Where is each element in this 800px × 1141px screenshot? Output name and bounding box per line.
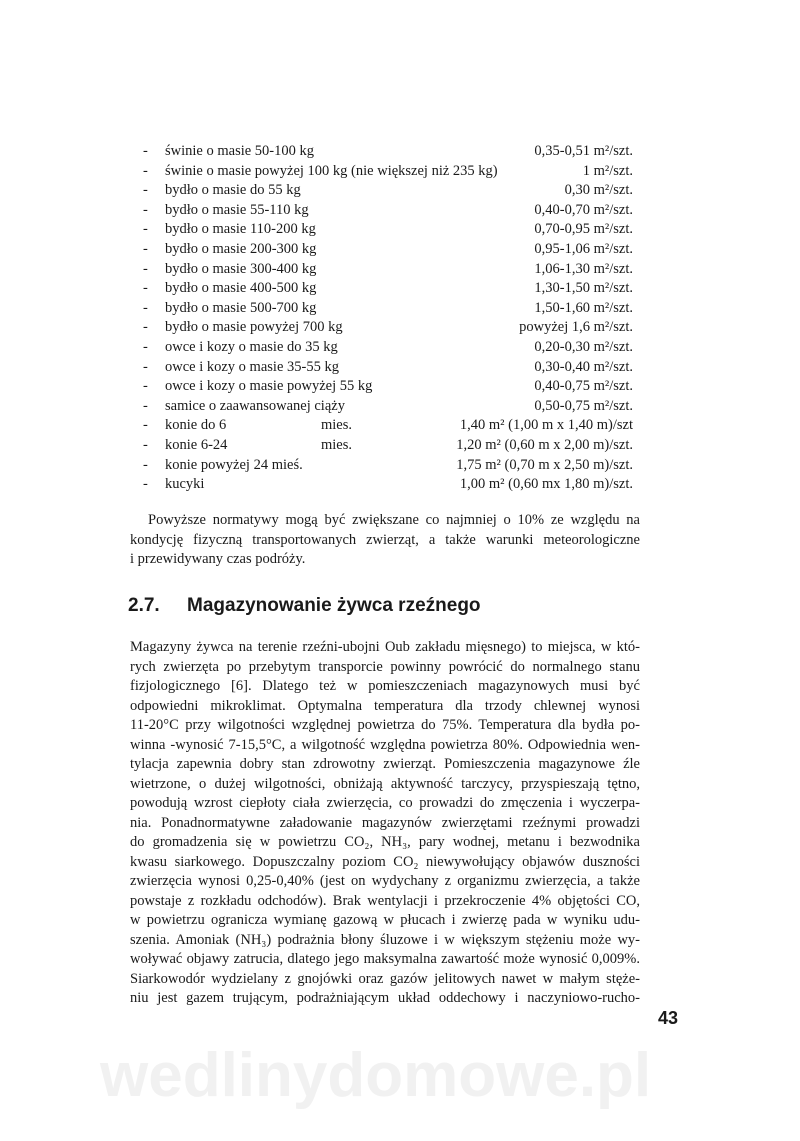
list-item	[143, 338, 633, 358]
item-value: 0,30 m²/szt.	[564, 182, 633, 199]
item-value: 0,70-0,95 m²/szt.	[534, 221, 633, 238]
item-value: 0,20-0,30 m²/szt.	[534, 338, 633, 355]
item-value: 1 m²/szt.	[582, 162, 633, 179]
item-label: owce i kozy o masie 35-55 kg	[165, 358, 339, 375]
text-line: 11-20°C przy wilgotności względnej powietrza do 75%. Temperatura dla bydła po-	[130, 717, 640, 733]
text-line: powodują wzrost ciepłoty ciała zwierzęcia, co prowadzi do zmęczenia i wyczerpa-	[130, 795, 640, 811]
text-line: zwierzęcia wynosi 0,25-0,40% (jest on wydychany z organizmu zwierzęcia, a także	[130, 873, 640, 889]
item-label: bydło o masie 300-400 kg	[165, 260, 317, 277]
item-label: bydło o masie 200-300 kg	[165, 240, 317, 257]
text-line: rych zwierzęta po przebytym transporcie powinny powrócić do normalnego stanu	[130, 658, 640, 675]
bullet-dash: -	[143, 240, 148, 257]
bullet-dash: -	[143, 378, 148, 395]
item-unit: mies.	[321, 436, 353, 453]
list-item	[143, 377, 633, 397]
bullet-dash: -	[143, 338, 148, 355]
text-line: Magazyny żywca na terenie rzeźni-ubojni Oub zakładu mięsnego) to miejsca, w któ-	[130, 639, 640, 655]
bullet-dash: -	[143, 358, 148, 375]
text-line: powstaje z rozkładu odchodów). Brak wentylacji i przekroczenie 4% objętości CO,	[130, 892, 640, 909]
item-label: świnie o masie 50-100 kg	[165, 143, 315, 159]
bullet-dash: -	[143, 299, 148, 316]
list-item	[143, 220, 633, 240]
list-item	[143, 279, 633, 299]
item-value: 0,95-1,06 m²/szt.	[534, 240, 633, 257]
list-item	[143, 397, 633, 417]
item-value: 1,40 m² (1,00 m x 1,40 m)/szt	[459, 417, 633, 434]
list-item	[143, 240, 633, 260]
list-item	[143, 181, 633, 201]
text-line: szenia. Amoniak (NH₃) podrażnia błony śluzowe i w większym stężeniu może wy-	[130, 931, 640, 948]
list-item	[143, 416, 633, 436]
item-label: owce i kozy o masie powyżej 55 kg	[165, 378, 373, 395]
item-label: kucyki	[165, 476, 205, 493]
item-value: 1,75 m² (0,70 m x 2,50 m)/szt.	[456, 456, 633, 473]
text-line: do gromadzenia się w powietrzu CO₂, NH₃, pary wodnej, metanu i bezwodnika	[130, 834, 640, 850]
text-line: nia. Ponadnormatywne załadowanie magazynów zwierzętami rzeźnymi prowadzi	[130, 814, 640, 831]
text-line: i przewidywany czas podróży.	[130, 551, 306, 567]
item-value: 1,50-1,60 m²/szt.	[534, 299, 633, 316]
bullet-dash: -	[143, 162, 148, 179]
list-item	[143, 318, 633, 338]
item-unit: mies.	[321, 417, 353, 434]
bullet-dash: -	[143, 221, 148, 238]
list-item	[143, 475, 633, 495]
item-value: 1,06-1,30 m²/szt.	[534, 260, 633, 277]
text-line: winna -wynosić 7-15,5°C, a wilgotność względna powietrza 80%. Odpowiednia wen-	[130, 736, 640, 753]
item-value: powyżej 1,6 m²/szt.	[519, 319, 633, 336]
item-label: bydło o masie 400-500 kg	[165, 280, 317, 297]
item-value: 0,50-0,75 m²/szt.	[534, 397, 633, 414]
list-item	[143, 142, 633, 162]
text-line: w powietrzu ogranicza wymianę gazową w płucach i zwierzę pada w wyniku udu-	[130, 912, 640, 928]
bullet-dash: -	[143, 417, 148, 434]
section-heading	[128, 595, 481, 617]
bullet-dash: -	[143, 143, 148, 159]
text-line: wietrzone, o dużej wilgotności, obniżają aktywność tarczycy, przyspieszają tętno,	[130, 775, 640, 792]
section-title: Magazynowanie żywca rzeźnego	[187, 595, 481, 616]
list-item	[143, 260, 633, 280]
text-line: Siarkowodór wydzielany z gnojówki oraz gazów jelitowych nawet w małym stęże-	[130, 970, 640, 987]
bullet-dash: -	[143, 436, 148, 453]
item-label: konie powyżej 24 mieś.	[165, 456, 303, 473]
text-line: woływać objawy zatrucia, dlatego jego maksymalna zawartość może wynosić 0,009%.	[130, 951, 640, 967]
bullet-dash: -	[143, 319, 148, 336]
item-label: bydło o masie do 55 kg	[165, 182, 301, 199]
text-line: odpowiedni mikroklimat. Optymalna temperatura dla trzody chlewnej wynosi	[130, 697, 640, 714]
item-value: 0,40-0,70 m²/szt.	[534, 201, 633, 218]
text-line: kondycję fizyczną transportowanych zwierząt, a także warunki meteorologiczne	[130, 531, 640, 548]
text-line: fizjologicznego [6]. Dlatego też w pomieszczeniach magazynowych musi być	[130, 678, 640, 694]
item-value: 0,30-0,40 m²/szt.	[534, 358, 633, 375]
text-line: tylacja zapewnia dobry stan zdrowotny zwierząt. Pomieszczenia magazynowe źle	[130, 756, 640, 772]
watermark: wedlinydomowe.pl	[100, 1041, 652, 1110]
bullet-dash: -	[143, 260, 148, 277]
note-paragraph	[130, 511, 640, 570]
bullet-dash: -	[143, 182, 148, 199]
item-value: 1,20 m² (0,60 m x 2,00 m)/szt.	[456, 436, 633, 453]
item-label: samice o zaawansowanej ciąży	[165, 397, 345, 414]
text-line: Powyższe normatywy mogą być zwiększane co najmniej o 10% ze względu na	[148, 512, 640, 528]
item-label: bydło o masie powyżej 700 kg	[165, 319, 343, 336]
body-paragraph	[130, 638, 640, 1009]
list-item	[143, 299, 633, 319]
space-norms-list	[143, 142, 633, 495]
bullet-dash: -	[143, 397, 148, 414]
list-item	[143, 436, 633, 456]
bullet-dash: -	[143, 201, 148, 218]
item-value: 1,30-1,50 m²/szt.	[534, 280, 633, 297]
item-label: bydło o masie 55-110 kg	[165, 201, 309, 218]
item-label: bydło o masie 500-700 kg	[165, 299, 317, 316]
page-number: 43	[658, 1008, 679, 1028]
item-label: świnie o masie powyżej 100 kg (nie większej niż 235 kg)	[165, 162, 498, 179]
list-item	[143, 201, 633, 221]
text-line: kwasu siarkowego. Dopuszczalny poziom CO₂ niewywołujący objawów duszności	[130, 853, 640, 870]
section-number: 2.7.	[128, 595, 160, 616]
item-label: konie do 6	[165, 417, 227, 434]
bullet-dash: -	[143, 476, 148, 493]
bullet-dash: -	[143, 456, 148, 473]
item-label: konie 6-24	[165, 436, 228, 453]
item-label: owce i kozy o masie do 35 kg	[165, 338, 338, 355]
list-item	[143, 162, 633, 182]
list-item	[143, 358, 633, 378]
item-value: 0,40-0,75 m²/szt.	[534, 378, 633, 395]
item-value: 0,35-0,51 m²/szt.	[534, 143, 633, 159]
text-line: niu jest gazem trującym, podrażniającym układ oddechowy i naczyniowo-rucho-	[130, 990, 640, 1006]
item-value: 1,00 m² (0,60 mx 1,80 m)/szt.	[459, 476, 633, 493]
list-item	[143, 456, 633, 476]
item-label: bydło o masie 110-200 kg	[165, 221, 316, 238]
bullet-dash: -	[143, 280, 148, 297]
